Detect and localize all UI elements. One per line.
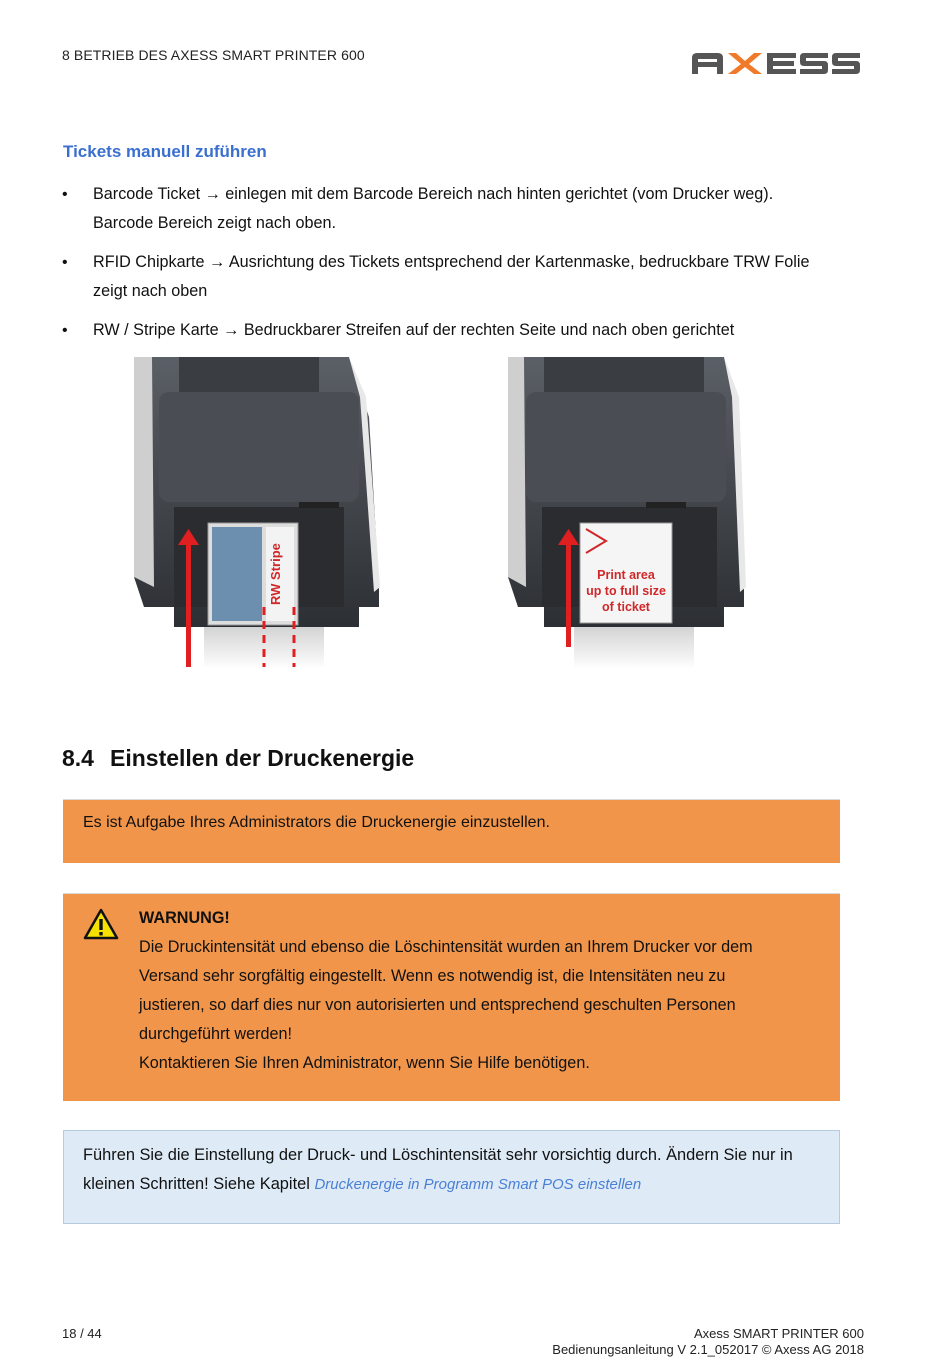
warning-line: Versand sehr sorgfältig eingestellt. Wenn es notwendig ist, die Intensitäten neu zu [139, 967, 726, 985]
bullet-line: Barcode Ticket → einlegen mit dem Barcode Bereich nach hinten gerichtet (vom Drucker weg). [93, 185, 774, 203]
axess-logo [690, 50, 862, 76]
rw-stripe-label: RW Stripe [268, 543, 283, 605]
warning-line: justieren, so darf dies nur von autorisierten und entsprechend geschulten Personen [139, 996, 736, 1014]
bullet-dot: • [62, 254, 68, 271]
section-heading [62, 745, 414, 772]
warning-line: Kontaktieren Sie Ihren Administrator, wenn Sie Hilfe benötigen. [139, 1054, 590, 1072]
list-item [62, 316, 862, 345]
page-header-title: 8 BETRIEB DES AXESS SMART PRINTER 600 [62, 47, 365, 63]
bullet-line: RFID Chipkarte → Ausrichtung des Tickets entsprechend der Kartenmaske, bedruckbare TRW Folie [93, 253, 810, 271]
bullet-line: RW / Stripe Karte → Bedruckbarer Streifen auf der rechten Seite und nach oben gerichtet [93, 321, 735, 339]
print-area-label-2: up to full size [586, 584, 666, 598]
list-item [62, 180, 862, 238]
bullet-dot: • [62, 186, 68, 203]
warning-text [139, 904, 819, 1078]
section-title: Einstellen der Druckenergie [110, 745, 415, 771]
footer-info [552, 1326, 864, 1358]
printer-illustration [134, 357, 754, 669]
bullet-list [62, 180, 862, 355]
section-number: 8.4 [62, 745, 94, 771]
note-box [63, 799, 840, 863]
print-area-label-1: Print area [597, 568, 655, 582]
bullet-dot: • [62, 322, 68, 339]
footer-doc: Bedienungsanleitung V 2.1_052017 © Axess AG 2018 [552, 1342, 864, 1357]
bullet-line: Barcode Bereich zeigt nach oben. [93, 214, 336, 232]
printer-left [134, 357, 380, 669]
info-line-2 [83, 1170, 820, 1199]
printer-right [508, 357, 746, 669]
info-box [63, 1130, 840, 1224]
print-area-label-3: of ticket [602, 600, 650, 614]
subsection-title: Tickets manuell zuführen [63, 142, 267, 161]
chapter-link[interactable]: Druckenergie in Programm Smart POS einstellen [314, 1176, 642, 1193]
info-prefix: kleinen Schritten! Siehe Kapitel [83, 1175, 315, 1193]
warning-line: durchgeführt werden! [139, 1025, 292, 1043]
warning-box [63, 893, 840, 1101]
warning-title: WARNUNG! [139, 909, 230, 927]
note-text: Es ist Aufgabe Ihres Administrators die Druckenergie einzustellen. [83, 814, 550, 831]
info-line: Führen Sie die Einstellung der Druck- und Löschintensität sehr vorsichtig durch. Ändern Sie nur in [83, 1146, 793, 1164]
warning-line: Die Druckintensität und ebenso die Löschintensität wurden an Ihrem Drucker vor dem [139, 938, 753, 956]
list-item [62, 248, 862, 306]
warning-triangle-icon [83, 908, 119, 940]
bullet-line: zeigt nach oben [93, 282, 208, 300]
page-number: 18 / 44 [62, 1326, 102, 1341]
footer-product: Axess SMART PRINTER 600 [693, 1326, 864, 1341]
